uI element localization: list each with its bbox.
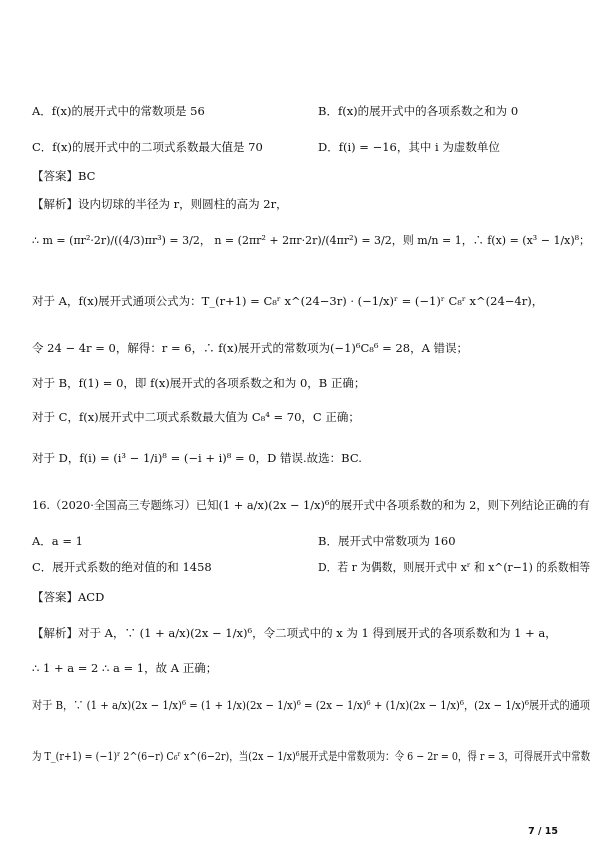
text-line: 【答案】ACD xyxy=(32,590,105,604)
text-line: 16.（2020·全国高三专题练习）已知(1 + a/x)(2x − 1/x)⁶的展开式中各项系数的和为 2，则下列结论正确的有 xyxy=(32,498,590,512)
text-line: C．展开式系数的绝对值的和 1458 xyxy=(32,560,212,574)
text-line: A．f(x)的展开式中的常数项是 56 xyxy=(32,104,205,118)
text-line: D．f(i) = −16，其中 i 为虚数单位 xyxy=(318,140,500,154)
text-line: 为 T_(r+1) = (−1)ʳ 2^(6−r) C₆ʳ x^(6−2r)，当(2x − 1/x)⁶展开式是中常数项为：令 6 − 2r = 0，得 r = 3，可得展开式中常数 xyxy=(32,749,591,763)
text-line: 对于 A，f(x)展开式通项公式为：T_(r+1) = C₈ʳ x^(24−3r) · (−1/x)ʳ = (−1)ʳ C₈ʳ x^(24−4r)， xyxy=(32,294,544,308)
text-line: 【解析】对于 A，∵ (1 + a/x)(2x − 1/x)⁶，令二项式中的 x 为 1 得到展开式的各项系数和为 1 + a， xyxy=(32,626,557,640)
text-line: B．展开式中常数项为 160 xyxy=(318,534,456,548)
text-line: B．f(x)的展开式中的各项系数之和为 0 xyxy=(318,104,519,118)
text-line: 【答案】BC xyxy=(32,169,96,183)
text-line: 对于 C，f(x)展开式中二项式系数最大值为 C₈⁴ = 70，C 正确； xyxy=(32,410,360,424)
text-line: C．f(x)的展开式中的二项式系数最大值是 70 xyxy=(32,140,263,154)
text-line: 对于 B，f(1) = 0，即 f(x)展开式的各项系数之和为 0，B 正确； xyxy=(32,376,366,390)
text-line: 对于 D，f(i) = (i³ − 1/i)⁸ = (−i + i)⁸ = 0，D 错误.故选：BC. xyxy=(32,451,362,465)
text-line: ∴ 1 + a = 2 ∴ a = 1，故 A 正确； xyxy=(32,661,218,675)
page-number: 7 / 15 xyxy=(528,826,558,837)
text-line: 对于 B，∵ (1 + a/x)(2x − 1/x)⁶ = (1 + 1/x)(2x − 1/x)⁶ = (2x − 1/x)⁶ + (1/x)(2x − 1/x)⁶，(2x − 1/x)⁶展开式的通项 xyxy=(32,698,590,712)
text-line: D．若 r 为偶数，则展开式中 xʳ 和 x^(r−1) 的系数相等 xyxy=(318,560,591,574)
text-line: A．a = 1 xyxy=(32,534,83,548)
text-line: 令 24 − 4r = 0，解得：r = 6，∴ f(x)展开式的常数项为(−1)⁶C₈⁶ = 28，A 错误； xyxy=(32,341,469,355)
text-line: ∴ m = (πr²·2r)/((4/3)πr³) = 3/2， n = (2πr² + 2πr·2r)/(4πr²) = 3/2，则 m/n = 1，∴ f(x) = (x³ − 1/x)⁸； xyxy=(32,233,591,247)
text-line: 【解析】设内切球的半径为 r，则圆柱的高为 2r， xyxy=(32,197,288,211)
